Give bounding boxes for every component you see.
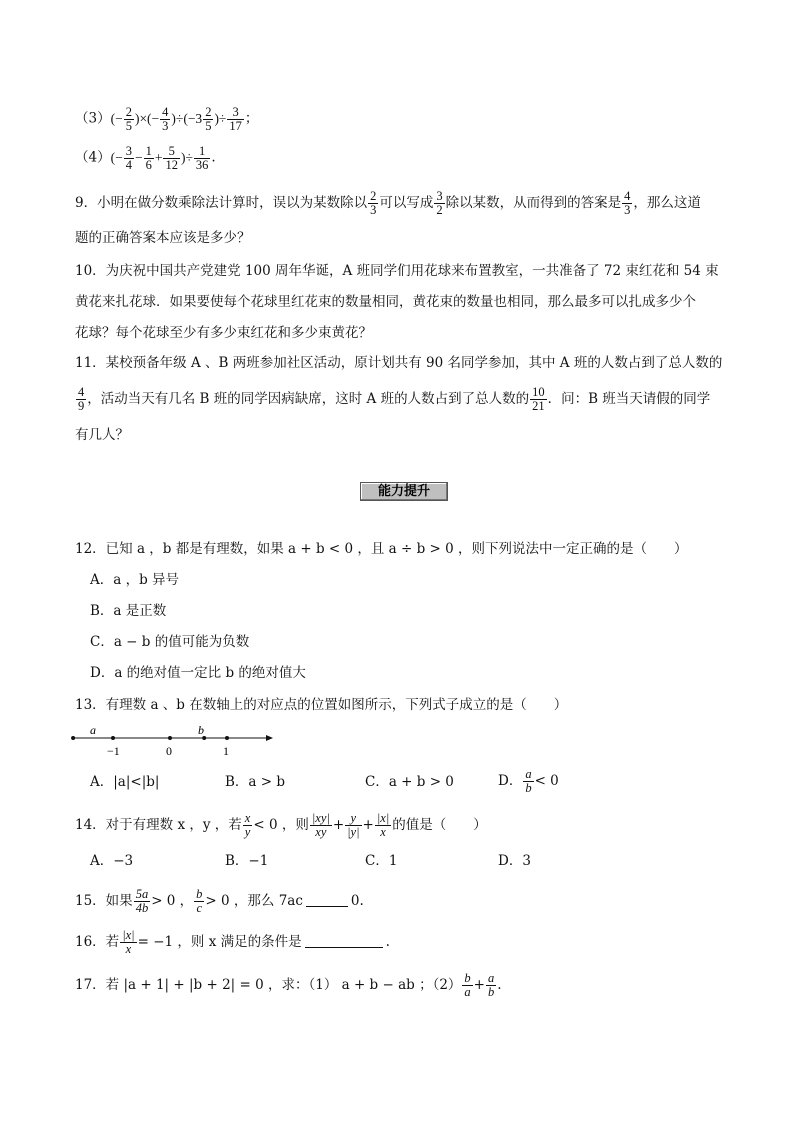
q8-p4-expr: (− $\frac{3}{4}$ − $\frac{1}{6}$ + $\frac{5}{12}$ )÷ $\frac{1}{36}$ [110, 144, 209, 172]
nl-label-b: b [198, 726, 204, 737]
nl-tick-label-m1: −1 [107, 744, 120, 758]
q17-text-c: . [497, 977, 502, 993]
q8-p3-expr: (− $\frac{2}{5}$ )×(− $\frac{4}{3}$ )÷(−3 $\frac{2}{5}$ )÷ $\frac{3}{17}$ [110, 105, 242, 133]
q13-optD-tail: < 0 [534, 773, 559, 789]
q13-option-d [498, 768, 559, 795]
q9-frac2: $\frac{3}{2}$ [436, 189, 443, 217]
q12-option-c: C．a − b 的值可能为负数 [90, 634, 250, 650]
q8-p3-tail: ； [244, 110, 259, 127]
nl-tick-label-1: 1 [223, 744, 229, 758]
q9-text-a: 9．小明在做分数乘除法计算时，误以为某数除以 [75, 195, 368, 211]
nl-tick-label-0: 0 [166, 744, 172, 758]
q13-option-a: A．|a|<|b| [90, 774, 160, 790]
q15-line [75, 888, 364, 915]
q13-optD-frac: $\frac{a}{b}$ [525, 767, 532, 795]
nl-point-a [71, 736, 75, 740]
q14-text-b: < 0 ，则 [253, 817, 309, 833]
q11-text-a: ，活动当天有几名 B 班的同学因病缺席，这时 A 班的人数占到了总人数的 [87, 391, 530, 407]
q14-option-b: B．−1 [225, 853, 269, 869]
q17-frac2: $\frac{a}{b}$ [487, 971, 495, 999]
q15-text-a: 15．如果 [75, 893, 133, 909]
q13-stem: 13．有理数 a 、b 在数轴上的对应点的位置如图所示，下列式子成立的是（ ） [75, 697, 568, 713]
q11-line1: 11．某校预备年级 A 、B 两班参加社区活动，原计划共有 90 名同学参加，其中 A 班的人数占到了总人数的 [75, 355, 723, 371]
q14-stem [75, 812, 487, 839]
q14-text-a: 14．对于有理数 x ，y ，若 [75, 817, 242, 833]
q9-line1 [75, 190, 701, 217]
nl-tick-1 [225, 736, 229, 740]
q15-text-d: 0. [350, 893, 364, 909]
q11-frac2: $\frac{10}{21}$ [532, 385, 545, 413]
nl-tick-0 [168, 736, 172, 740]
q11-frac1: $\frac{4}{9}$ [78, 385, 85, 413]
q14-option-d: D．3 [498, 853, 531, 869]
q14-plus1: + [332, 817, 345, 833]
q8-p4-label: （4） [75, 149, 111, 166]
q9-frac1: $\frac{2}{3}$ [370, 189, 377, 217]
q17-frac1: $\frac{b}{a}$ [464, 971, 471, 999]
q9-frac3: $\frac{4}{3}$ [624, 189, 631, 217]
q11-line3: 有几人？ [75, 427, 129, 443]
q15-text-c: > 0 ，那么 7ac [205, 893, 303, 909]
q14-option-a: A．−3 [90, 853, 134, 869]
q14-text-c: 的值是（ ） [392, 817, 487, 833]
q8-p3-label: （3） [75, 110, 111, 127]
q15-frac1: $\frac{5a}{4b}$ [135, 887, 149, 915]
q9-line2: 题的正确答案本应该是多少？ [75, 230, 251, 246]
q14-frac3: $\frac{y}{|y|}$ [347, 811, 360, 839]
q13-option-b: B．a > b [225, 774, 286, 790]
number-line-arrow [266, 735, 273, 741]
q9-text-b: 可以写成 [379, 195, 434, 211]
q8-p4-tail: . [211, 149, 216, 166]
q10-line2: 黄花来扎花球．如果要使每个花球里红花束的数量相同，黄花束的数量也相同，那么最多可以扎成多少个 [75, 294, 696, 310]
q13-optD-label: D． [498, 773, 523, 789]
q14-option-c: C．1 [365, 853, 398, 869]
q16-line [75, 929, 390, 956]
nl-label-a: a [90, 726, 96, 737]
q16-text-b: = −1 ，则 x 满足的条件是 [137, 934, 302, 950]
section-heading: 能力提升 [360, 482, 448, 501]
q14-frac4: $\frac{|x|}{x}$ [376, 811, 390, 839]
q15-frac2: $\frac{b}{c}$ [196, 887, 203, 915]
q14-plus2: + [362, 817, 374, 833]
q15-answer-blank[interactable] [306, 906, 348, 907]
q12-option-d: D．a 的绝对值一定比 b 的绝对值大 [90, 665, 306, 681]
q10-line1: 10．为庆祝中国共产党建党 100 周年华诞，A 班同学们用花球来布置教室，一共准备了 72 束红花和 54 束 [75, 263, 719, 279]
q8-part3 [75, 106, 258, 133]
number-line-figure [70, 726, 280, 760]
q17-plus: + [473, 977, 485, 993]
q9-text-d: ，那么这道 [633, 195, 701, 211]
q17-text-a: 17．若 |a + 1| + |b + 2| = 0 ，求：（1） a + b − ab ；（2） [75, 977, 462, 993]
q16-frac: $\frac{|x|}{x}$ [122, 928, 135, 956]
q12-option-a: A．a ，b 异号 [90, 572, 180, 588]
q16-text-c: . [385, 934, 390, 950]
q12-option-b: B．a 是正数 [90, 603, 167, 619]
q17-line [75, 972, 502, 999]
q11-line2 [75, 386, 710, 413]
q14-frac2: $\frac{|xy|}{xy}$ [311, 811, 330, 839]
nl-tick-m1 [111, 736, 115, 740]
q15-text-b: > 0 ， [151, 893, 194, 909]
q11-text-b: ．问：B 班当天请假的同学 [547, 391, 711, 407]
q14-frac1: $\frac{x}{y}$ [244, 811, 251, 839]
q13-option-c: C．a + b > 0 [365, 774, 454, 790]
q16-answer-blank[interactable] [305, 947, 383, 948]
q9-text-c: 除以某数，从而得到的答案是 [445, 195, 622, 211]
q12-stem: 12．已知 a ，b 都是有理数，如果 a + b < 0 ，且 a ÷ b > 0 ，则下列说法中一定正确的是（ ） [75, 541, 688, 557]
q10-line3: 花球？每个花球至少有多少束红花和多少束黄花？ [75, 325, 372, 341]
q16-text-a: 16．若 [75, 934, 120, 950]
q8-part4 [75, 145, 216, 172]
